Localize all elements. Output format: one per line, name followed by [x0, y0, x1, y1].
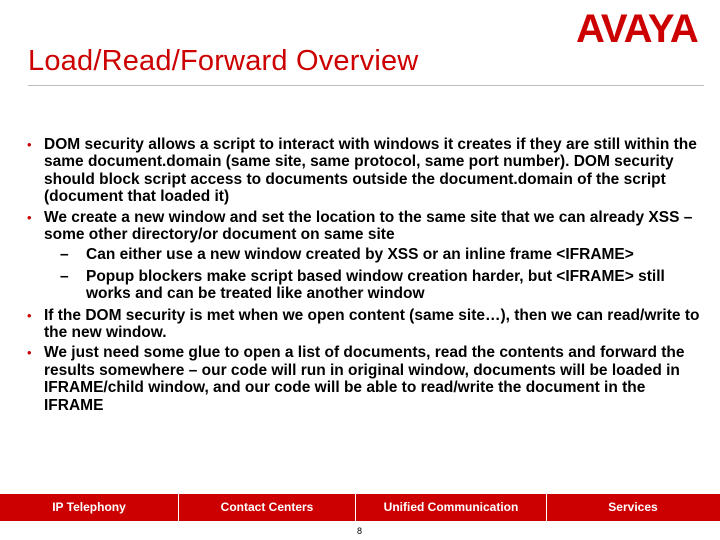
subbullet-text: Popup blockers make script based window creation harder, but <IFRAME> still works and can be treated like another window	[86, 267, 665, 303]
bullet-text: We just need some glue to open a list of documents, read the contents and forward the results somewhere – our code will run in original window, documents will be loaded in IFRAME/child window, and our code will be able to read/write the document in the IFRAME	[44, 344, 685, 414]
slide-title: Load/Read/Forward Overview	[28, 45, 419, 77]
footer-bar	[0, 494, 720, 521]
page-number: 8	[357, 526, 363, 536]
footer-item-unified-communication[interactable]: Unified Communication	[383, 500, 519, 514]
dash-icon: –	[60, 246, 69, 264]
bullet-item	[24, 136, 700, 206]
bullet-icon: •	[27, 345, 32, 361]
logo-text: AVAYA	[576, 7, 698, 48]
subbullet-item	[24, 268, 700, 303]
bullet-item	[24, 307, 700, 342]
bullet-icon: •	[27, 209, 32, 225]
subbullet-item	[24, 246, 700, 263]
bullet-text: If the DOM security is met when we open content (same site…), then we can read/write to the new window.	[44, 306, 700, 342]
bullet-item	[24, 344, 700, 414]
bullet-icon: •	[27, 307, 32, 323]
footer-item-contact-centers[interactable]: Contact Centers	[220, 500, 314, 514]
footer-item-ip-telephony[interactable]: IP Telephony	[52, 500, 126, 514]
bullet-text: DOM security allows a script to interact with windows it creates if they are still within the same document.domain (same site, same protocol, same port number). DOM security should block script access to documents outside the document.domain of the script (document that loaded it)	[44, 136, 697, 206]
bullet-text: We create a new window and set the location to the same site that we can already XSS – some other directory/or document on same site	[44, 208, 693, 244]
subbullet-text: Can either use a new window created by XSS or an inline frame <IFRAME>	[86, 246, 634, 264]
slide-body	[24, 136, 700, 417]
footer-item-services[interactable]: Services	[608, 500, 658, 514]
bullet-icon: •	[27, 137, 32, 152]
title-divider	[28, 85, 704, 86]
bullet-item	[24, 209, 700, 244]
dash-icon: –	[60, 267, 69, 285]
avaya-logo	[574, 4, 714, 48]
